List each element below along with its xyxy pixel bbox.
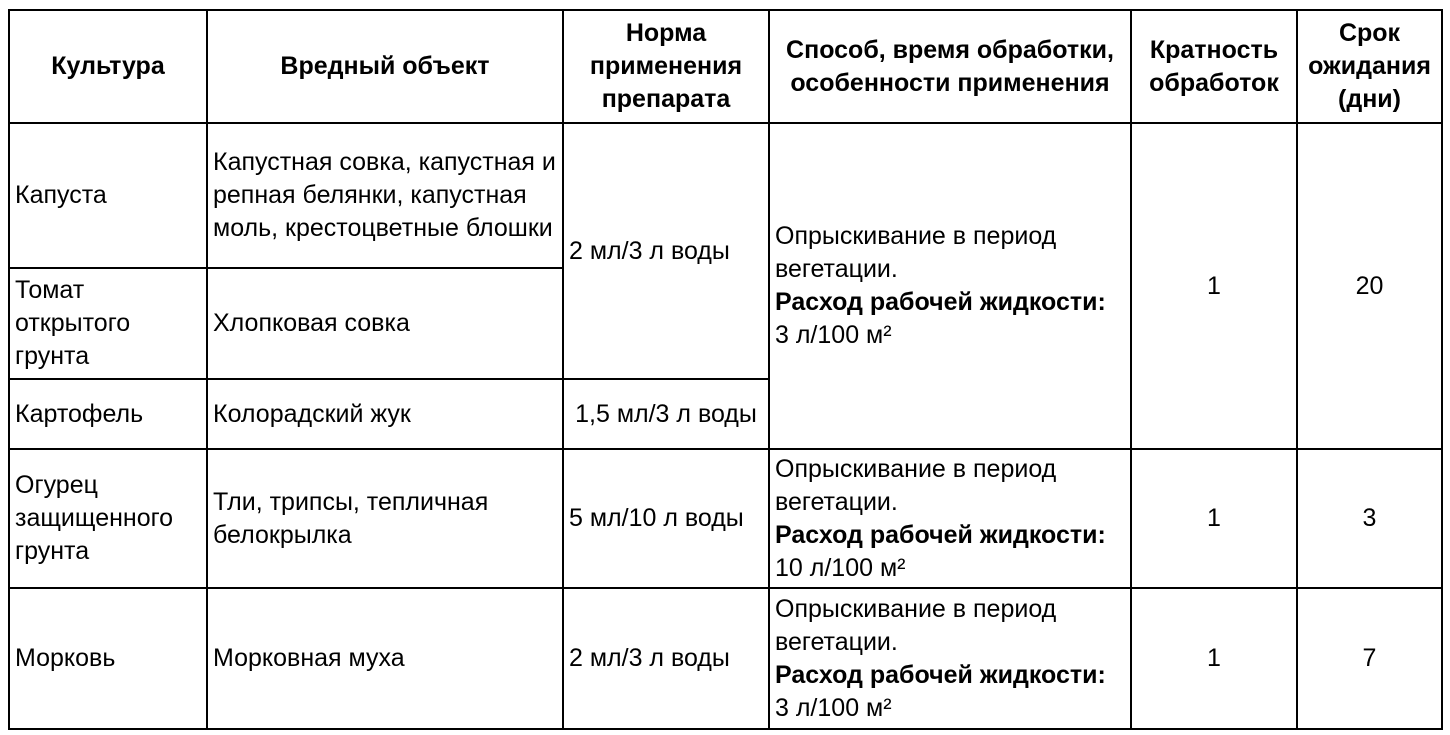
cell-frequency: 1	[1131, 588, 1297, 729]
cell-pest: Морковная муха	[207, 588, 563, 729]
cell-waiting: 3	[1297, 449, 1442, 588]
method-text: Опрыскивание в период вегетации.	[775, 222, 1057, 283]
table-row	[9, 449, 1442, 588]
table-row	[9, 588, 1442, 729]
cell-culture: Морковь	[9, 588, 207, 729]
cell-rate: 1,5 мл/3 л воды	[563, 379, 769, 449]
cell-method	[769, 123, 1131, 449]
cell-waiting: 20	[1297, 123, 1442, 449]
method-value: 3 л/100 м²	[775, 321, 892, 349]
cell-rate: 2 мл/3 л воды	[563, 588, 769, 729]
method-value: 3 л/100 м²	[775, 693, 892, 722]
method-text: Опрыскивание в период вегетации.	[775, 594, 1057, 656]
application-table	[8, 9, 1443, 730]
method-bold-label: Расход рабочей жидкости:	[775, 288, 1106, 316]
cell-frequency: 1	[1131, 449, 1297, 588]
method-bold-label: Расход рабочей жидкости:	[775, 660, 1106, 689]
header-pest: Вредный объект	[207, 10, 563, 123]
header-method: Способ, время обработки, особенности применения	[769, 10, 1131, 123]
method-value: 10 л/100 м²	[775, 553, 906, 582]
method-text: Опрыскивание в период вегетации.	[775, 454, 1057, 516]
cell-culture: Капуста	[9, 123, 207, 268]
cell-culture: Огурец защищенного грунта	[9, 449, 207, 588]
header-rate: Норма применения препарата	[563, 10, 769, 123]
cell-pest: Капустная совка, капустная и репная белянки, капустная моль, крестоцветные блошки	[207, 123, 563, 268]
cell-method	[769, 588, 1131, 729]
cell-pest: Хлопковая совка	[207, 268, 563, 379]
method-bold-label: Расход рабочей жидкости:	[775, 520, 1106, 549]
table-row	[9, 123, 1442, 268]
header-culture: Культура	[9, 10, 207, 123]
cell-method	[769, 449, 1131, 588]
cell-rate: 5 мл/10 л воды	[563, 449, 769, 588]
header-row	[9, 10, 1442, 123]
cell-waiting: 7	[1297, 588, 1442, 729]
cell-frequency: 1	[1131, 123, 1297, 449]
cell-rate: 2 мл/3 л воды	[563, 123, 769, 379]
cell-culture: Томат открытого грунта	[9, 268, 207, 379]
cell-culture: Картофель	[9, 379, 207, 449]
cell-pest: Тли, трипсы, тепличная белокрылка	[207, 449, 563, 588]
header-waiting: Срок ожидания (дни)	[1297, 10, 1442, 123]
header-frequency: Кратность обработок	[1131, 10, 1297, 123]
cell-pest: Колорадский жук	[207, 379, 563, 449]
